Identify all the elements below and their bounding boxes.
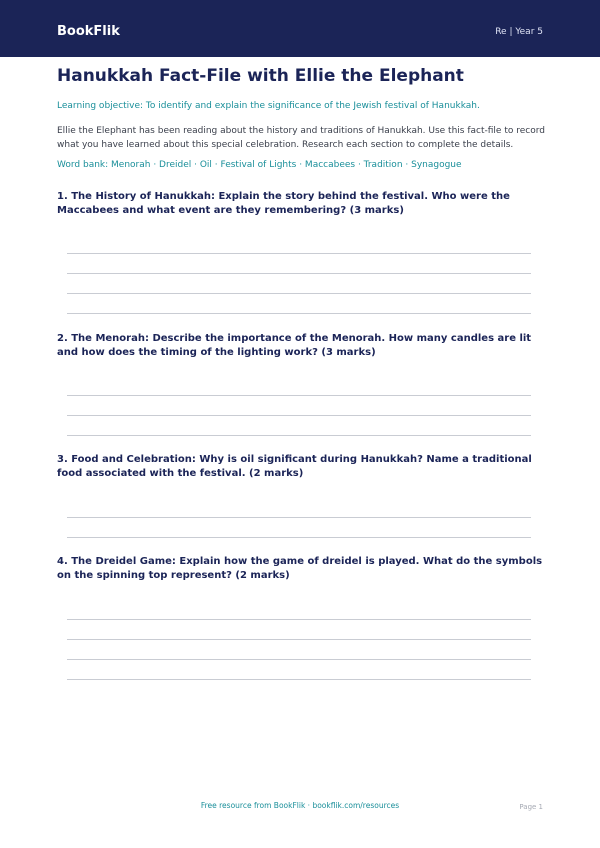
- answer-line[interactable]: [67, 435, 531, 436]
- answer-line[interactable]: [67, 659, 531, 660]
- answer-line[interactable]: [67, 517, 531, 518]
- brand-logo: BookFlik: [57, 24, 120, 39]
- answer-line[interactable]: [67, 415, 531, 416]
- footer-resource-link[interactable]: Free resource from BookFlik · bookflik.com/resources: [200, 801, 400, 810]
- question-2: 2. The Menorah: Describe the importance of the Menorah. How many candles are lit and how does the timing of the lighting work? (3 marks): [57, 333, 532, 358]
- intro-paragraph: Ellie the Elephant has been reading about the history and traditions of Hanukkah. Use this fact-file to record what you have learned about this special celebration. Research each section to complete the details.: [57, 126, 545, 150]
- answer-line[interactable]: [67, 313, 531, 314]
- word-bank: Word bank: Menorah · Dreidel · Oil · Festival of Lights · Maccabees · Tradition · Synagogue: [57, 160, 462, 170]
- answer-line[interactable]: [67, 537, 531, 538]
- answer-line[interactable]: [67, 619, 531, 620]
- worksheet-title: Hanukkah Fact-File with Ellie the Elephant: [57, 66, 464, 86]
- learning-objective: Learning objective: To identify and explain the significance of the Jewish festival of Hanukkah.: [57, 101, 480, 111]
- answer-line[interactable]: [67, 639, 531, 640]
- subject-year-label: Re | Year 5: [495, 27, 543, 37]
- question-1: 1. The History of Hanukkah: Explain the story behind the festival. Who were the Maccabees and what event are they remembering? (3 marks): [57, 191, 510, 216]
- answer-line[interactable]: [67, 395, 531, 396]
- answer-line[interactable]: [67, 273, 531, 274]
- page-number: Page 1: [519, 803, 543, 811]
- question-4: 4. The Dreidel Game: Explain how the game of dreidel is played. What do the symbols on the spinning top represent? (2 marks): [57, 556, 543, 581]
- header-bar: [0, 0, 600, 57]
- answer-line[interactable]: [67, 293, 531, 294]
- question-3: 3. Food and Celebration: Why is oil significant during Hanukkah? Name a traditional food associated with the festival. (2 marks): [57, 454, 532, 479]
- answer-line[interactable]: [67, 679, 531, 680]
- answer-line[interactable]: [67, 253, 531, 254]
